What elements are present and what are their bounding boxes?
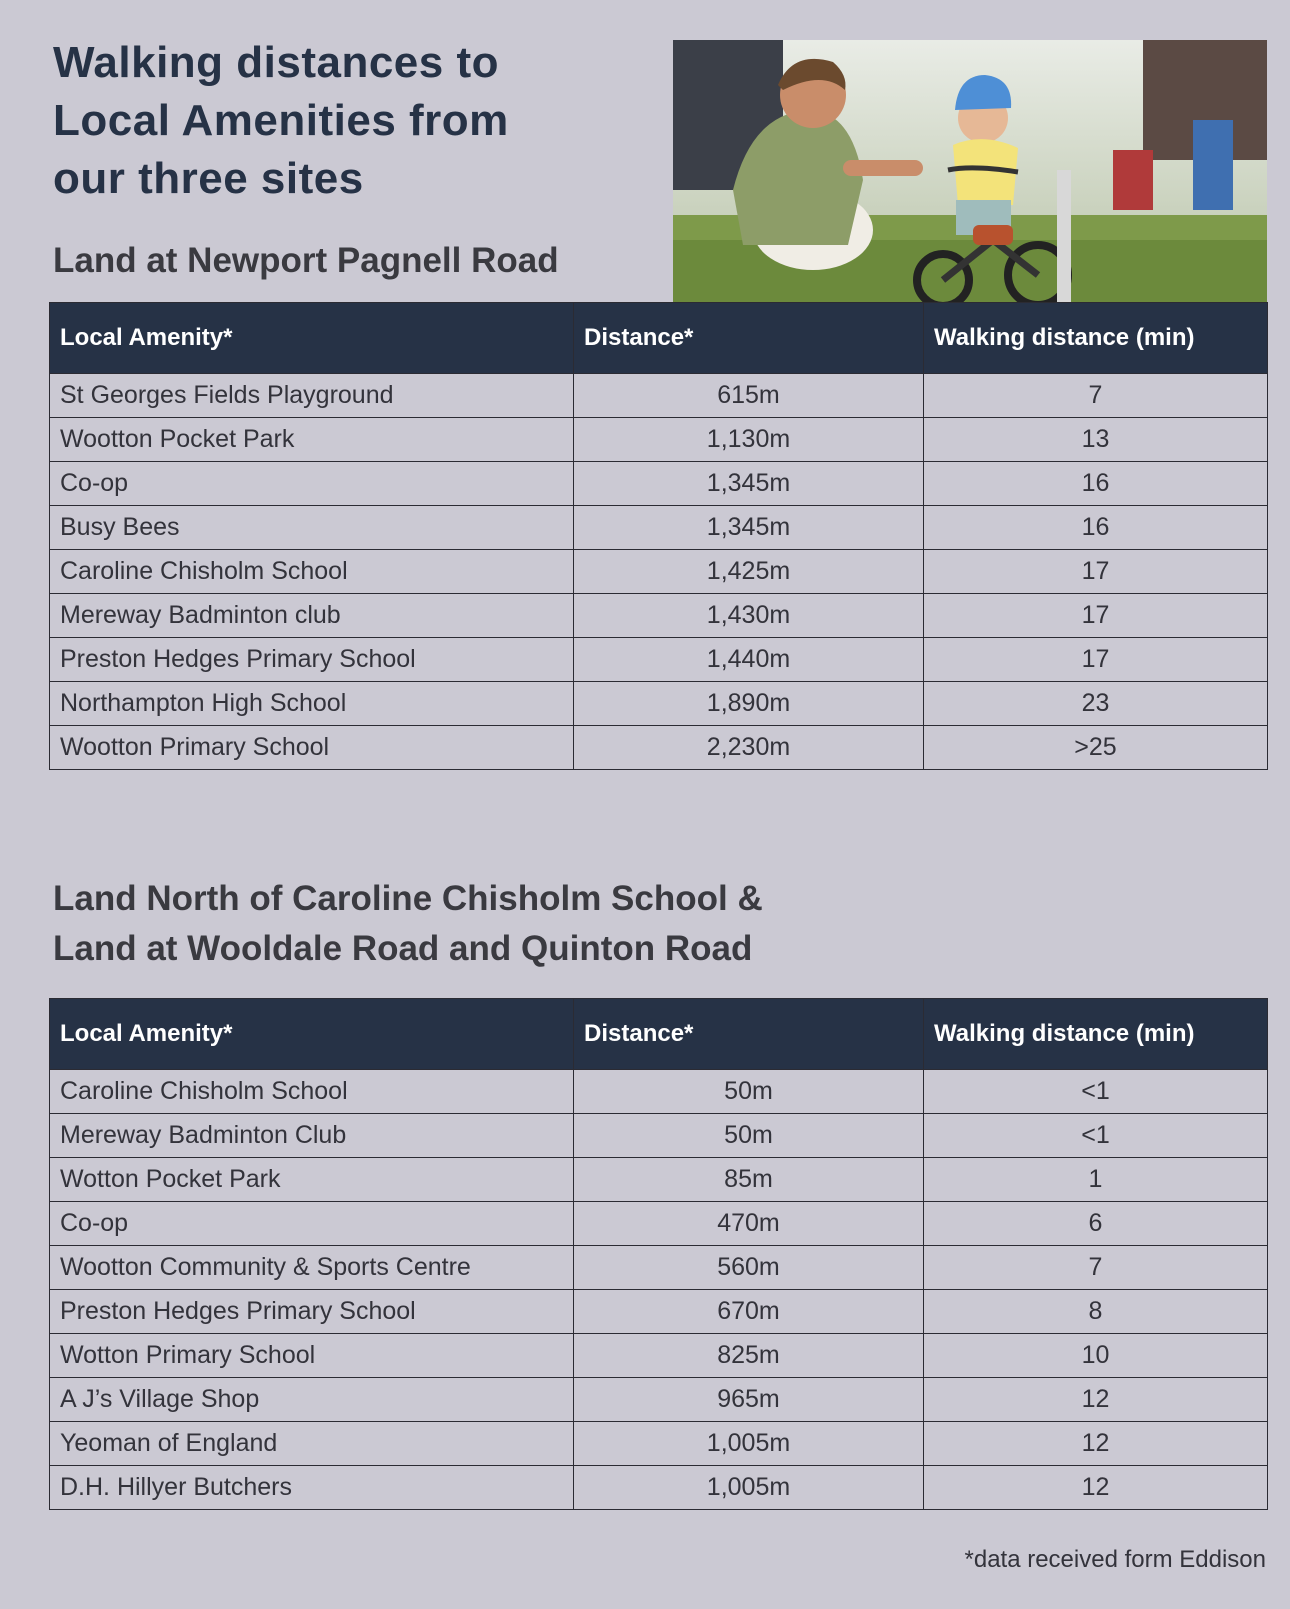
footnote: *data received form Eddison	[964, 1546, 1266, 1573]
amenity-cell: Caroline Chisholm School	[50, 1070, 574, 1114]
distance-cell: 1,005m	[574, 1422, 924, 1466]
amenity-cell: Wootton Community & Sports Centre	[50, 1246, 574, 1290]
distance-cell: 50m	[574, 1070, 924, 1114]
amenity-table-caroline-chisholm-wooldale	[49, 998, 1268, 1510]
distance-cell: 1,425m	[574, 550, 924, 594]
distance-cell: 2,230m	[574, 726, 924, 770]
distance-cell: 965m	[574, 1378, 924, 1422]
minutes-cell: 16	[924, 506, 1268, 550]
amenity-cell: St Georges Fields Playground	[50, 374, 574, 418]
amenity-cell: Yeoman of England	[50, 1422, 574, 1466]
table-row	[50, 374, 1268, 418]
minutes-cell: <1	[924, 1114, 1268, 1158]
amenity-cell: Co-op	[50, 462, 574, 506]
amenity-cell: Co-op	[50, 1202, 574, 1246]
minutes-cell: 17	[924, 550, 1268, 594]
minutes-cell: 1	[924, 1158, 1268, 1202]
table-row	[50, 1202, 1268, 1246]
col-header-walking-time: Walking distance (min)	[924, 999, 1268, 1070]
table-row	[50, 418, 1268, 462]
minutes-cell: 12	[924, 1378, 1268, 1422]
minutes-cell: <1	[924, 1070, 1268, 1114]
table-row	[50, 506, 1268, 550]
distance-cell: 470m	[574, 1202, 924, 1246]
amenity-cell: A J’s Village Shop	[50, 1378, 574, 1422]
amenity-cell: Wotton Pocket Park	[50, 1158, 574, 1202]
minutes-cell: 23	[924, 682, 1268, 726]
minutes-cell: 6	[924, 1202, 1268, 1246]
minutes-cell: >25	[924, 726, 1268, 770]
minutes-cell: 17	[924, 594, 1268, 638]
minutes-cell: 13	[924, 418, 1268, 462]
distance-cell: 825m	[574, 1334, 924, 1378]
table-header-row	[50, 999, 1268, 1070]
table-row	[50, 1466, 1268, 1510]
minutes-cell: 17	[924, 638, 1268, 682]
distance-cell: 1,345m	[574, 506, 924, 550]
table-row	[50, 1290, 1268, 1334]
amenity-cell: Preston Hedges Primary School	[50, 638, 574, 682]
distance-cell: 1,005m	[574, 1466, 924, 1510]
section-title-caroline-chisholm-wooldale: Land North of Caroline Chisholm School & Land at Wooldale Road and Quinton Road	[53, 879, 763, 968]
minutes-cell: 7	[924, 374, 1268, 418]
table-header-row	[50, 303, 1268, 374]
distance-cell: 1,440m	[574, 638, 924, 682]
amenity-table-newport-pagnell	[49, 302, 1268, 770]
amenity-cell: Mereway Badminton club	[50, 594, 574, 638]
table-row	[50, 1158, 1268, 1202]
section-title-newport-pagnell: Land at Newport Pagnell Road	[53, 241, 559, 280]
amenity-cell: Wootton Primary School	[50, 726, 574, 770]
hero-photo	[673, 40, 1267, 302]
distance-cell: 1,130m	[574, 418, 924, 462]
table-row	[50, 682, 1268, 726]
page-title: Walking distances to Local Amenities from our three sites	[53, 38, 509, 203]
minutes-cell: 16	[924, 462, 1268, 506]
table-row	[50, 726, 1268, 770]
minutes-cell: 10	[924, 1334, 1268, 1378]
distance-cell: 615m	[574, 374, 924, 418]
table-row	[50, 1114, 1268, 1158]
table-row	[50, 1246, 1268, 1290]
table-row	[50, 462, 1268, 506]
distance-cell: 1,345m	[574, 462, 924, 506]
col-header-distance: Distance*	[574, 303, 924, 374]
table-row	[50, 1070, 1268, 1114]
amenity-cell: Preston Hedges Primary School	[50, 1290, 574, 1334]
col-header-amenity: Local Amenity*	[50, 303, 574, 374]
distance-cell: 1,890m	[574, 682, 924, 726]
table-row	[50, 1422, 1268, 1466]
amenity-cell: Wotton Primary School	[50, 1334, 574, 1378]
table-row	[50, 550, 1268, 594]
minutes-cell: 8	[924, 1290, 1268, 1334]
amenity-cell: D.H. Hillyer Butchers	[50, 1466, 574, 1510]
col-header-amenity: Local Amenity*	[50, 999, 574, 1070]
distance-cell: 1,430m	[574, 594, 924, 638]
amenity-cell: Northampton High School	[50, 682, 574, 726]
father-child-bike-illustration	[673, 40, 1267, 302]
distance-cell: 85m	[574, 1158, 924, 1202]
distance-cell: 560m	[574, 1246, 924, 1290]
table-row	[50, 638, 1268, 682]
amenity-cell: Busy Bees	[50, 506, 574, 550]
minutes-cell: 12	[924, 1466, 1268, 1510]
distance-cell: 50m	[574, 1114, 924, 1158]
distance-cell: 670m	[574, 1290, 924, 1334]
minutes-cell: 7	[924, 1246, 1268, 1290]
table-row	[50, 1378, 1268, 1422]
col-header-distance: Distance*	[574, 999, 924, 1070]
minutes-cell: 12	[924, 1422, 1268, 1466]
amenity-cell: Wootton Pocket Park	[50, 418, 574, 462]
table-row	[50, 594, 1268, 638]
table-row	[50, 1334, 1268, 1378]
amenity-cell: Caroline Chisholm School	[50, 550, 574, 594]
col-header-walking-time: Walking distance (min)	[924, 303, 1268, 374]
amenity-cell: Mereway Badminton Club	[50, 1114, 574, 1158]
